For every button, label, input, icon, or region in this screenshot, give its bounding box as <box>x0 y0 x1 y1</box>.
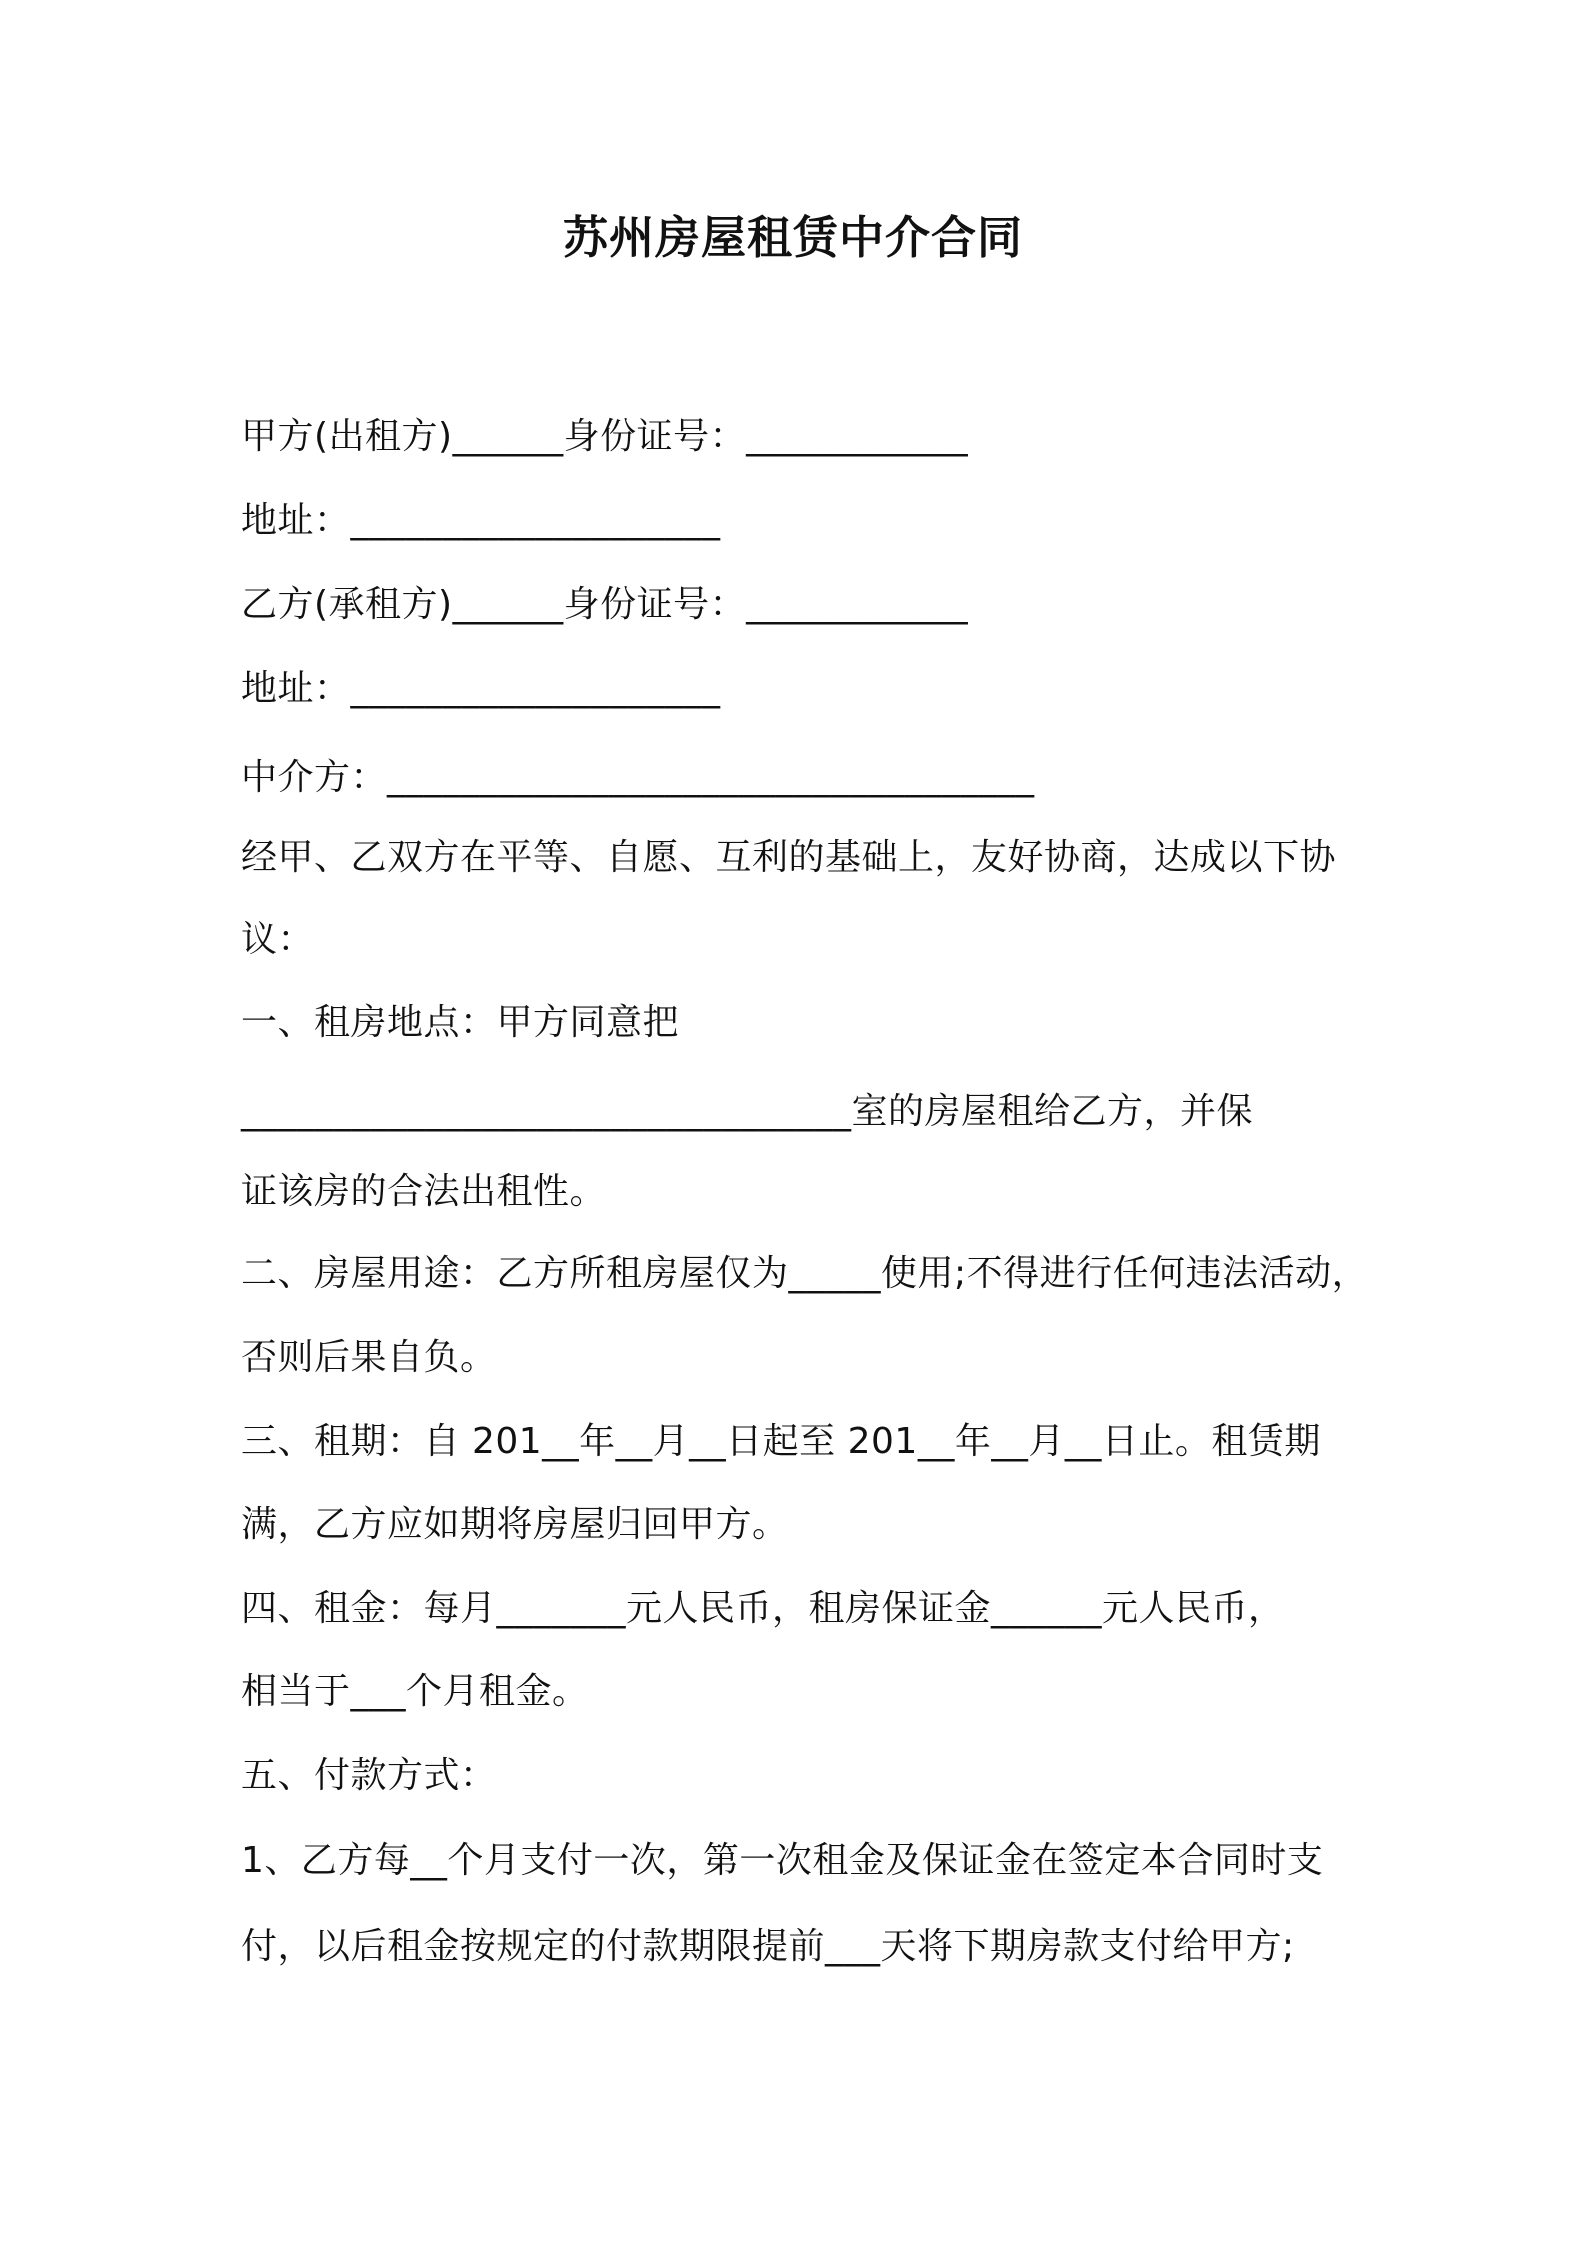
clause-line: _________________________________室的房屋租给乙方，并保 <box>241 1091 1254 1132</box>
clause-line: 证该房的合法出租性。 <box>241 1171 607 1212</box>
clause-line: 1、乙方每__个月支付一次，第一次租金及保证金在签定本合同时支 <box>241 1840 1324 1881</box>
preamble-line: 议： <box>241 919 315 960</box>
clause-line: 二、房屋用途：乙方所租房屋仅为_____使用;不得进行任何违法活动， <box>241 1253 1369 1294</box>
clause-line: 一、租房地点：甲方同意把 <box>241 1002 680 1043</box>
clause-line: 五、付款方式： <box>241 1755 497 1796</box>
clause-line: 四、租金：每月_______元人民币，租房保证金______元人民币， <box>241 1588 1285 1629</box>
clause-line: 三、租期：自 201__年__月__日起至 201__年__月__日止。租赁期 <box>241 1421 1321 1462</box>
clause-line: 付，以后租金按规定的付款期限提前___天将下期房款支付给甲方; <box>241 1926 1295 1967</box>
party-a-address-line: 地址：____________________ <box>241 500 721 541</box>
party-a-line: 甲方(出租方)______身份证号：____________ <box>241 416 969 457</box>
document-title: 苏州房屋租赁中介合同 <box>562 211 1023 264</box>
clause-line: 相当于___个月租金。 <box>241 1671 589 1712</box>
clause-line: 满，乙方应如期将房屋归回甲方。 <box>241 1504 789 1545</box>
agent-line: 中介方：___________________________________ <box>241 757 1035 798</box>
clause-line: 否则后果自负。 <box>241 1337 497 1378</box>
preamble-line: 经甲、乙双方在平等、自愿、互利的基础上，友好协商，达成以下协 <box>241 837 1337 878</box>
party-b-line: 乙方(承租方)______身份证号：____________ <box>241 584 969 625</box>
party-b-address-line: 地址：____________________ <box>241 668 721 709</box>
